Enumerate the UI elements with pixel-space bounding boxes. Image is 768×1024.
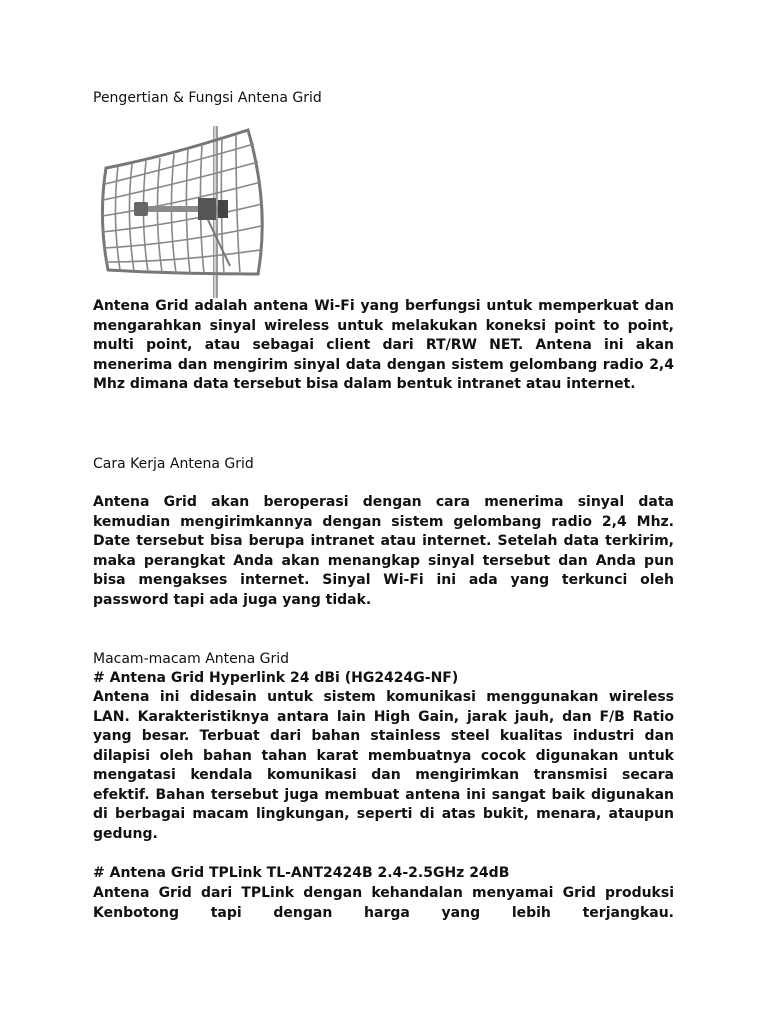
intro-paragraph: Antena Grid adalah antena Wi-Fi yang berfungsi untuk memperkuat dan mengarahkan sinyal wireless untuk melakukan koneksi point to point, multi point, atau sebagai client dari RT/RW NET. Antena ini akan menerima dan mengirim sinyal data dengan sistem gelombang radio 2,4 Mhz dimana data tersebut bisa dalam bentuk intranet atau internet.: [93, 298, 674, 392]
item1-paragraph: Antena ini didesain untuk sistem komunikasi menggunakan wireless LAN. Karakteristiknya antara lain High Gain, jarak jauh, dan F/B Ratio yang besar. Terbuat dari bahan stainless steel kualitas industri dan dilapisi oleh bahan tahan karat membuatnya cocok digunakan untuk mengatasi kendala komunikasi dan mengirimkan transmisi secara efektif. Bahan tersebut juga membuat antena ini sangat baik digunakan di berbagai macam lingkungan, seperti di atas bukit, menara, ataupun gedung.: [93, 689, 674, 842]
antenna-grid-photo-icon: [98, 126, 270, 298]
section-heading-cara-kerja: Cara Kerja Antena Grid: [93, 456, 254, 472]
item1-title: # Antena Grid Hyperlink 24 dBi (HG2424G-NF): [93, 670, 459, 686]
document-title: Pengertian & Fungsi Antena Grid: [93, 90, 322, 106]
cara-kerja-paragraph: Antena Grid akan beroperasi dengan cara menerima sinyal data kemudian mengirimkannya dengan sistem gelombang radio 2,4 Mhz. Date tersebut bisa berupa intranet atau internet. Setelah data terkirim, maka perangkat Anda akan menangkap sinyal tersebut dan Anda pun bisa mengakses internet. Sinyal Wi-Fi ini ada yang terkunci oleh password tapi ada juga yang tidak.: [93, 494, 674, 608]
item2-title: # Antena Grid TPLink TL-ANT2424B 2.4-2.5GHz 24dB: [93, 865, 510, 881]
item2-paragraph: Antena Grid dari TPLink dengan kehandalan menyamai Grid produksi Kenbotong tapi dengan harga yang lebih terjangkau.: [93, 885, 674, 921]
section-heading-macam: Macam-macam Antena Grid: [93, 651, 290, 667]
